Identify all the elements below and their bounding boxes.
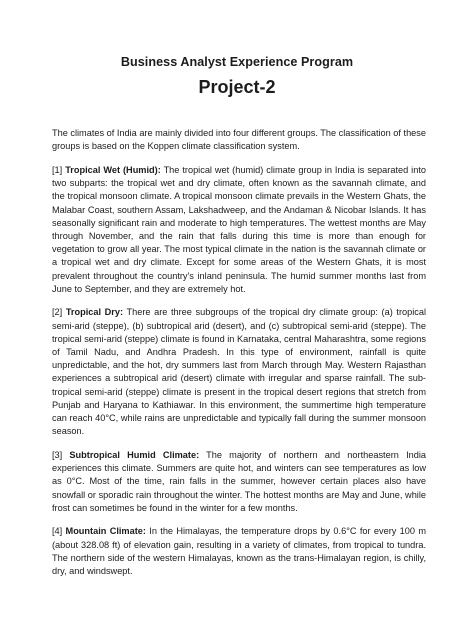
section-body: There are three subgroups of the tropical dry climate group: (a) tropical semi-arid (steppe), (b) subtropical arid (desert), and (c) subtropical semi-arid (steppe). The tropical semi-arid (steppe) climate is found in Karnataka, central Maharashtra, some regions of Tamil Nadu, and Andhra Pradesh. In this type of environment, rainfall is quite unpredictable, and the hot, dry summers last from March through May. Western Rajasthan experiences a subtropical arid (desert) climate with irregular and sparse rainfall. The sub-tropical semi-arid (steppe) climate is present in the tropical desert regions that stretch from Punjab and Haryana to Kathiawar. In this environment, the summertime high temperature can reach 40°C, while rains are unpredictable and typically fall during the summer monsoon season. bbox=[52, 307, 427, 437]
section-number: [1] bbox=[52, 164, 63, 175]
section-heading: Subtropical Humid Climate: bbox=[69, 449, 200, 460]
section-number: [2] bbox=[52, 307, 63, 318]
section-tropical-dry bbox=[52, 306, 426, 438]
section-heading: Tropical Wet (Humid): bbox=[65, 164, 161, 175]
intro-paragraph: The climates of India are mainly divided into four different groups. The classification of these groups is based on the Koppen climate classification system. bbox=[52, 128, 426, 152]
document-body bbox=[52, 127, 426, 589]
document-subtitle: Project-2 bbox=[198, 77, 276, 97]
section-tropical-wet bbox=[52, 164, 426, 296]
section-body: The tropical wet (humid) climate group in India is separated into two subparts: the tropical wet and dry climate, often known as the savannah climate, and the tropical monsoon climate. A tropical monsoon climate prevails in the Western Ghats, the Malabar Coast, southern Assam, Lakshadweep, and the Andaman & Nicobar Islands. It has seasonally significant rain and moderate to high temperatures. The wettest months are May through November, and the rain that falls during this time is more than enough for vegetation to grow all year. The most typical climate in the nation is the savannah climate or a tropical wet and dry climate. Except for some areas of the Western Ghats, it is most prevalent throughout the country's inland peninsula. The humid summer months last from June to September, and they are extremely hot. bbox=[52, 164, 426, 294]
section-number: [4] bbox=[52, 526, 63, 537]
document-title: Business Analyst Experience Program bbox=[120, 55, 354, 69]
section-heading: Mountain Climate: bbox=[65, 526, 146, 537]
section-body: The majority of northern and northeastern India experiences this climate. Summers are quite hot, and winters can see temperatures as low as 0°C. Most of the time, rain falls in the summer, however certain places also have snowfall or sporadic rain throughout the winter. The hottest months are May and June, while frost can sometimes be found in the winter for a few months. bbox=[52, 449, 426, 513]
section-mountain-climate bbox=[52, 525, 426, 578]
section-body: In the Himalayas, the temperature drops by 0.6°C for every 100 m (about 328.08 ft) of elevation gain, resulting in a variety of climates, from tropical to tundra. The northern side of the western Himalayas, known as the trans-Himalayan region, is chilly, dry, and windswept. bbox=[52, 526, 426, 577]
section-number: [3] bbox=[52, 449, 63, 460]
section-heading: Tropical Dry: bbox=[65, 307, 124, 318]
section-subtropical-humid bbox=[52, 449, 426, 515]
